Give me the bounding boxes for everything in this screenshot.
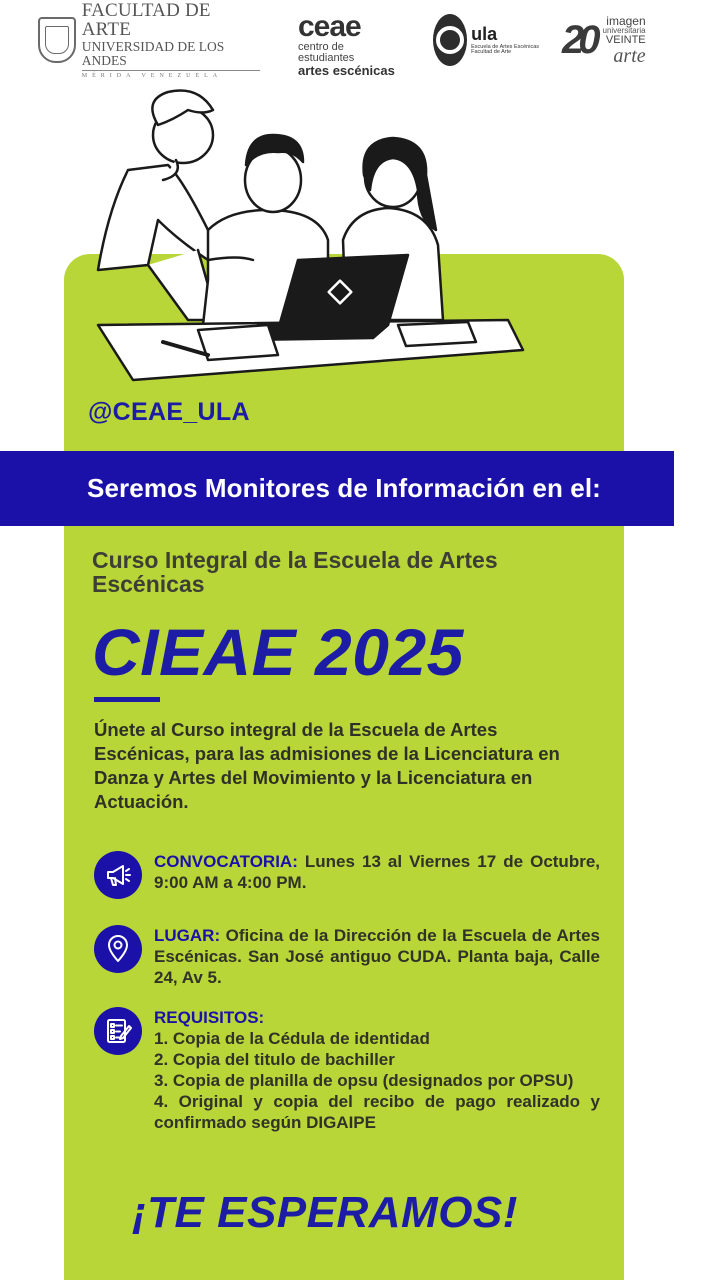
requisitos-label: REQUISITOS: <box>154 1008 265 1027</box>
veinte-line3: VEINTE <box>605 33 646 46</box>
ceae-logo-line2: artes escénicas <box>298 63 395 78</box>
students-laptop-illustration <box>88 80 538 390</box>
lugar-text: Oficina de la Dirección de la Escuela de Artes Escénicas. San José antiguo CUDA. Planta baja, Calle 24, Av 5. <box>154 926 600 987</box>
veinte-number: 20 <box>562 17 595 62</box>
course-subtitle: Curso Integral de la Escuela de Artes Escénicas <box>92 547 498 597</box>
facultad-arte-logo <box>38 0 260 79</box>
closing-message: ¡TE ESPERAMOS! <box>132 1188 518 1237</box>
facultad-logo-line3: MÉRIDA VENEZUELA <box>82 70 260 79</box>
convocatoria-block <box>94 851 600 899</box>
ceae-logo-line1: centro de estudiantes <box>298 41 355 64</box>
banner-text: Seremos Monitores de Información en el: <box>87 473 601 503</box>
veinte-line4: arte <box>613 44 646 67</box>
veinte-line1: imagen <box>606 13 646 28</box>
title-underline <box>94 697 160 702</box>
monitors-banner <box>0 451 674 526</box>
university-crest-icon <box>38 17 76 63</box>
course-title: CIEAE 2025 <box>92 615 464 689</box>
facultad-logo-line2: UNIVERSIDAD DE LOS ANDES <box>81 39 225 68</box>
logo-bar <box>0 0 720 78</box>
ceae-logo <box>298 10 400 78</box>
lugar-block <box>94 925 600 988</box>
location-pin-icon <box>94 925 142 973</box>
ula-circle-icon <box>433 14 467 66</box>
requisito-item: 1. Copia de la Cédula de identidad <box>154 1029 430 1048</box>
convocatoria-label: CONVOCATORIA: <box>154 852 298 871</box>
intro-paragraph: Únete al Curso integral de la Escuela de Artes Escénicas, para las admisiones de la Licenciatura en Danza y Artes del Movimiento y la Licenciatura en Actuación. <box>94 719 560 812</box>
ula-logo <box>433 12 543 68</box>
ula-logo-main: ula <box>471 23 498 44</box>
ula-logo-small: Escuela de Artes Escénicas Facultad de Arte <box>471 43 540 55</box>
checklist-icon <box>94 1007 142 1055</box>
veinte-line2: universitaria <box>602 25 646 35</box>
convocatoria-text: Lunes 13 al Viernes 17 de Octubre, 9:00 AM a 4:00 PM. <box>154 852 600 892</box>
ceae-logo-main: ceae <box>298 10 361 43</box>
requisito-item: 3. Copia de planilla de opsu (designados por OPSU) <box>154 1071 574 1090</box>
facultad-logo-line1: FACULTAD DE ARTE <box>81 0 211 40</box>
requisitos-block <box>94 1007 600 1133</box>
requisito-item: 2. Copia del titulo de bachiller <box>154 1050 395 1069</box>
lugar-label: LUGAR: <box>154 926 221 945</box>
megaphone-icon <box>94 851 142 899</box>
requisito-item: 4. Original y copia del recibo de pago realizado y confirmado según DIGAIPE <box>154 1092 600 1132</box>
veinte-arte-logo <box>562 12 682 68</box>
instagram-handle: @CEAE_ULA <box>88 398 250 426</box>
